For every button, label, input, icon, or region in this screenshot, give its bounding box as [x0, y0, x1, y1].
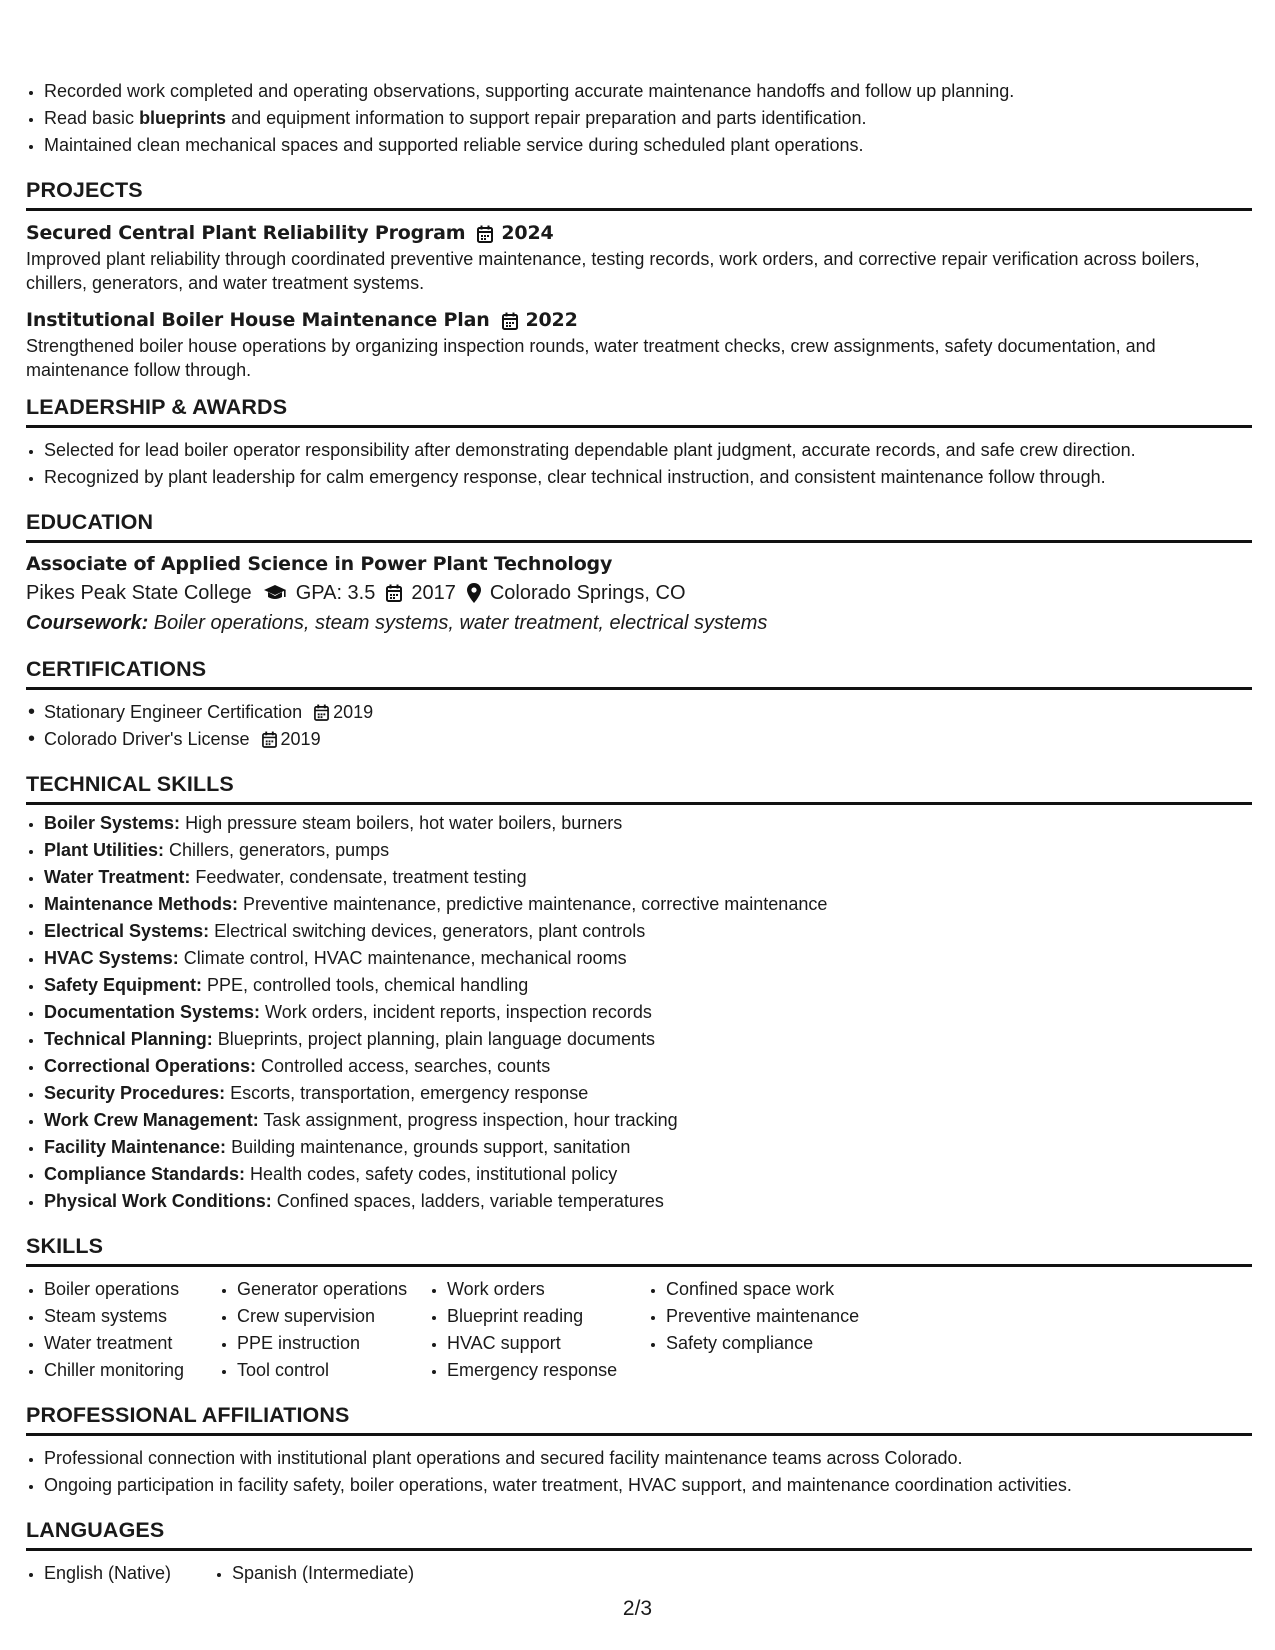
calendar-icon [262, 731, 277, 748]
list-item: • Electrical Systems: Electrical switching devices, generators, plant controls [44, 918, 1252, 945]
calendar-icon [477, 225, 493, 243]
list-item: • English (Native) [44, 1560, 214, 1587]
coursework: Coursework: Boiler operations, steam systems, water treatment, electrical systems [26, 612, 768, 634]
skills-columns [26, 1276, 1252, 1384]
calendar-icon [386, 584, 402, 602]
list-item: • Technical Planning: Blueprints, project planning, plain language documents [44, 1026, 1252, 1053]
section-title: LANGUAGES [26, 1517, 1252, 1551]
section-title: EDUCATION [26, 509, 1252, 543]
gpa: GPA: 3.5 [295, 582, 376, 604]
list-item: • Physical Work Conditions: Confined spaces, ladders, variable temperatures [44, 1188, 1252, 1215]
list-item: • Professional connection with institutional plant operations and secured facility maintenance teams across Colorado. [44, 1445, 1252, 1472]
calendar-icon [502, 312, 518, 330]
section-title: LEADERSHIP & AWARDS [26, 394, 1252, 428]
list-item: • Plant Utilities: Chillers, generators, pumps [44, 837, 1252, 864]
list-item: • Work Crew Management: Task assignment, progress inspection, hour tracking [44, 1107, 1252, 1134]
list-item: • Emergency response [447, 1357, 648, 1384]
project-entry [26, 307, 1252, 382]
list-item: • Colorado Driver's License 2019 [44, 726, 1252, 753]
list-item: • Recorded work completed and operating observations, supporting accurate maintenance handoffs and follow up planning. [44, 78, 1252, 105]
graduation-year: 2017 [411, 582, 456, 604]
experience-bullets [26, 78, 1252, 159]
coursework-label: Coursework: [26, 612, 149, 634]
project-description: Strengthened boiler house operations by organizing inspection rounds, water treatment checks, crew assignments, safety documentation, and maintenance follow through. [26, 336, 1156, 380]
list-item: • Tool control [237, 1357, 429, 1384]
list-item: • Maintained clean mechanical spaces and supported reliable service during scheduled plant operations. [44, 132, 1252, 159]
list-item: • Facility Maintenance: Building maintenance, grounds support, sanitation [44, 1134, 1252, 1161]
project-entry [26, 220, 1252, 295]
list-item: • Generator operations [237, 1276, 429, 1303]
list-item: • Ongoing participation in facility safety, boiler operations, water treatment, HVAC support, and maintenance coordination activities. [44, 1472, 1252, 1499]
list-item: • Stationary Engineer Certification 2019 [44, 699, 1252, 726]
list-item: • HVAC Systems: Climate control, HVAC maintenance, mechanical rooms [44, 945, 1252, 972]
list-item: • Safety Equipment: PPE, controlled tools, chemical handling [44, 972, 1252, 999]
certifications-section [26, 656, 1252, 753]
list-item: • PPE instruction [237, 1330, 429, 1357]
project-name: Secured Central Plant Reliability Program [26, 222, 466, 244]
project-description: Improved plant reliability through coordinated preventive maintenance, testing records, work orders, and corrective repair verification across boilers, chillers, generators, and water treatment systems. [26, 249, 1200, 293]
project-year: 2022 [525, 309, 578, 331]
section-title: CERTIFICATIONS [26, 656, 1252, 690]
project-year: 2024 [501, 222, 554, 244]
list-item: • Selected for lead boiler operator responsibility after demonstrating dependable plant judgment, accurate records, and safe crew direction. [44, 437, 1252, 464]
languages-section [26, 1517, 1252, 1587]
list-item: • Spanish (Intermediate) [232, 1560, 414, 1587]
list-item: • HVAC support [447, 1330, 648, 1357]
list-item: • Documentation Systems: Work orders, incident reports, inspection records [44, 999, 1252, 1026]
list-item: • Boiler Systems: High pressure steam boilers, hot water boilers, burners [44, 810, 1252, 837]
list-item: • Blueprint reading [447, 1303, 648, 1330]
section-title: TECHNICAL SKILLS [26, 771, 1252, 805]
project-name: Institutional Boiler House Maintenance Plan [26, 309, 490, 331]
education-details [26, 578, 1252, 608]
section-title: SKILLS [26, 1233, 1252, 1267]
list-item: • Crew supervision [237, 1303, 429, 1330]
graduation-cap-icon [263, 584, 287, 602]
list-item: • Water treatment [44, 1330, 219, 1357]
list-item: • Read basic blueprints and equipment information to support repair preparation and parts identification. [44, 105, 1252, 132]
leadership-section [26, 394, 1252, 491]
list-item: • Correctional Operations: Controlled access, searches, counts [44, 1053, 1252, 1080]
education-section [26, 509, 1252, 638]
degree: Associate of Applied Science in Power Plant Technology [26, 553, 613, 575]
affiliations-section [26, 1402, 1252, 1499]
list-item: • Compliance Standards: Health codes, safety codes, institutional policy [44, 1161, 1252, 1188]
list-item: • Water Treatment: Feedwater, condensate, treatment testing [44, 864, 1252, 891]
list-item: • Work orders [447, 1276, 648, 1303]
list-item: • Chiller monitoring [44, 1357, 219, 1384]
list-item: • Maintenance Methods: Preventive maintenance, predictive maintenance, corrective maintenance [44, 891, 1252, 918]
technical-skills-section [26, 771, 1252, 1215]
section-title: PROJECTS [26, 177, 1252, 211]
list-item: • Security Procedures: Escorts, transportation, emergency response [44, 1080, 1252, 1107]
projects-section [26, 177, 1252, 382]
list-item: • Recognized by plant leadership for calm emergency response, clear technical instruction, and consistent maintenance follow through. [44, 464, 1252, 491]
map-pin-icon [467, 583, 481, 603]
list-item: • Boiler operations [44, 1276, 219, 1303]
page-number: 2/3 [622, 1597, 653, 1620]
emphasis: blueprints [139, 108, 227, 128]
calendar-icon [314, 704, 329, 721]
list-item: • Safety compliance [666, 1330, 906, 1357]
school-location: Colorado Springs, CO [489, 582, 686, 604]
list-item: • Confined space work [666, 1276, 906, 1303]
school-name: Pikes Peak State College [26, 582, 252, 604]
list-item: • Preventive maintenance [666, 1303, 906, 1330]
section-title: PROFESSIONAL AFFILIATIONS [26, 1402, 1252, 1436]
skills-section [26, 1233, 1252, 1384]
list-item: • Steam systems [44, 1303, 219, 1330]
resume-page [26, 78, 1252, 1587]
